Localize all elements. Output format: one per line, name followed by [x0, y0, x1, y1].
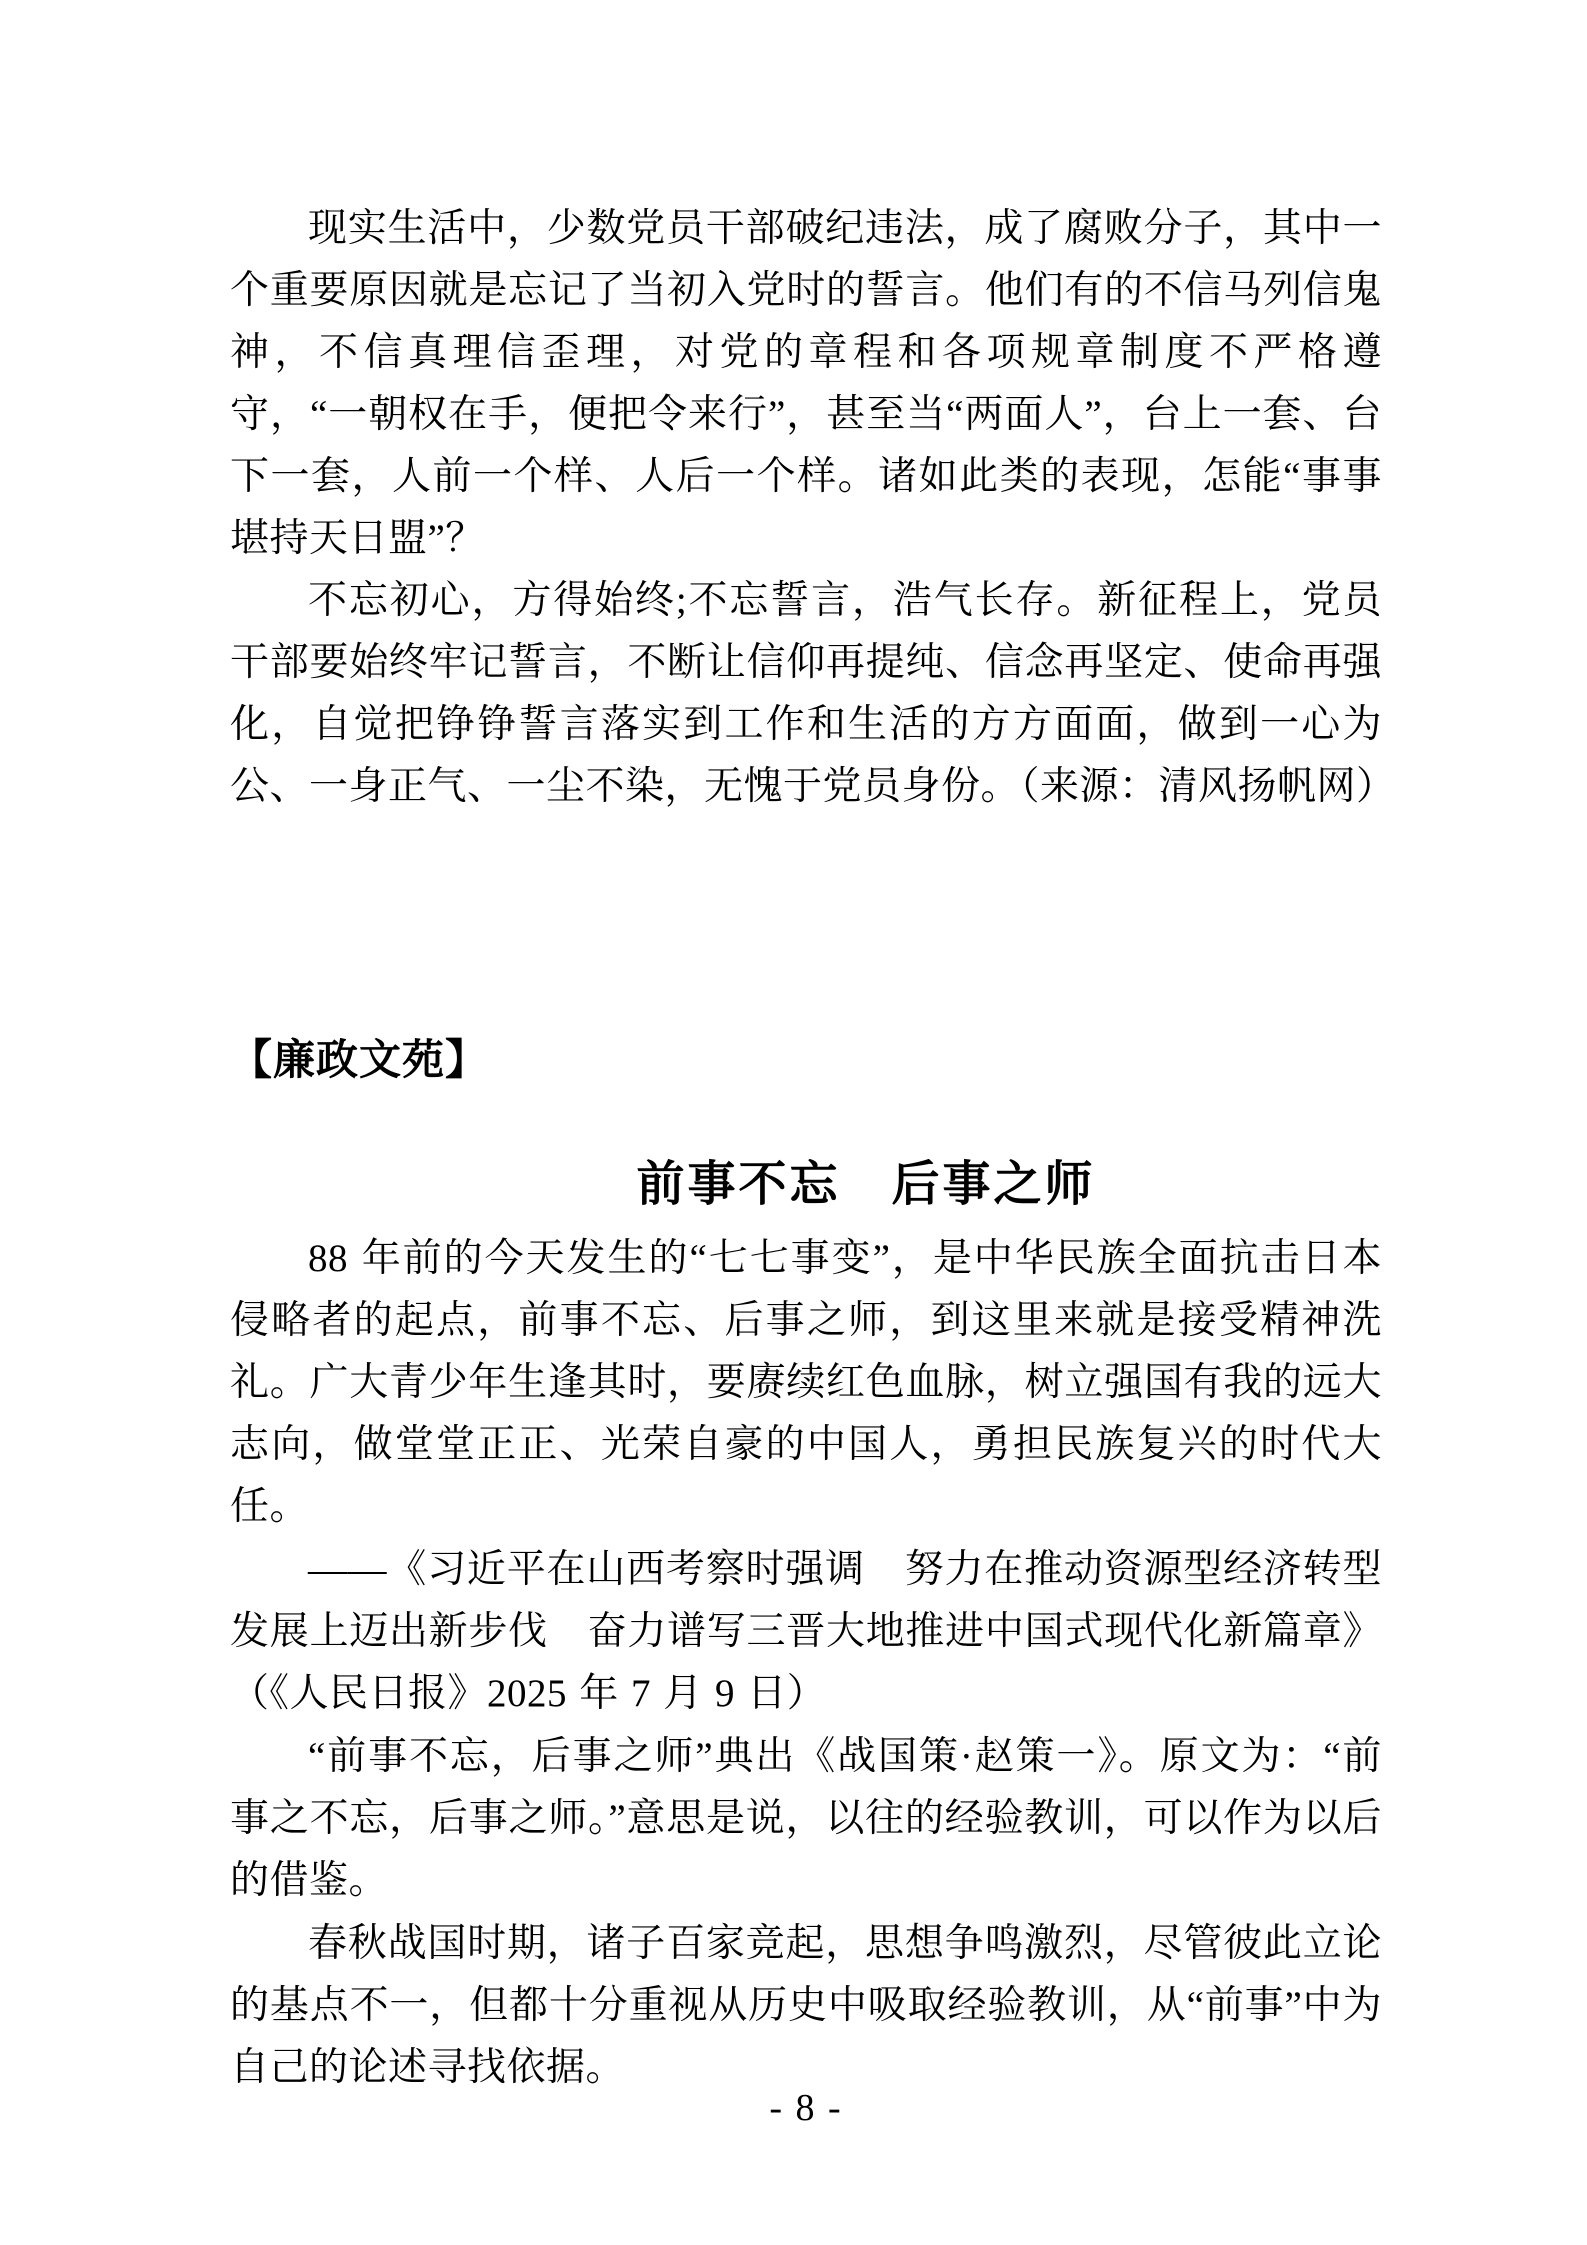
- section-header: 【廉政文苑】: [230, 1038, 489, 1084]
- page-content: [230, 198, 1396, 2099]
- body-paragraph: 现实生活中，少数党员干部破纪违法，成了腐败分子，其中一个重要原因就是忘记了当初入党时的誓言。他们有的不信马列信鬼神，不信真理信歪理，对党的章程和各项规章制度不严格遵守，“一朝权在手，便把令来行”，甚至当“两面人”，台上一套、台下一套，人前一个样、人后一个样。诸如此类的表现，怎能“事事堪持天日盟”？: [230, 207, 1382, 560]
- page-number: - 8 -: [769, 2087, 843, 2129]
- article-paragraph: ——《习近平在山西考察时强调 努力在推动资源型经济转型发展上迈出新步伐 奋力谱写三晋大地推进中国式现代化新篇章》（《人民日报》2025 年 7 月 9 日）: [230, 1548, 1382, 1715]
- article-paragraph: “前事不忘，后事之师”典出《战国策·赵策一》。原文为：“前事之不忘，后事之师。”意思是说，以往的经验教训，可以作为以后的借鉴。: [230, 1735, 1382, 1902]
- article-title: [230, 1149, 1382, 1221]
- article-paragraph: 88 年前的今天发生的“七七事变”，是中华民族全面抗击日本侵略者的起点，前事不忘、后事之师，到这里来就是接受精神洗礼。广大青少年生逢其时，要赓续红色血脉，树立强国有我的远大志向，做堂堂正正、光荣自豪的中国人，勇担民族复兴的时代大任。: [230, 1237, 1382, 1528]
- article-title-text: 前事不忘 后事之师: [636, 1158, 1096, 1211]
- article-paragraph: 春秋战国时期，诸子百家竞起，思想争鸣激烈，尽管彼此立论的基点不一，但都十分重视从历史中吸取经验教训，从“前事”中为自己的论述寻找依据。: [230, 1922, 1382, 2089]
- body-paragraph: 不忘初心，方得始终;不忘誓言，浩气长存。新征程上，党员干部要始终牢记誓言，不断让信仰再提纯、信念再坚定、使命再强化，自觉把铮铮誓言落实到工作和生活的方方面面，做到一心为公、一身正气、一尘不染，无愧于党员身份。（来源：清风扬帆网）: [230, 579, 1396, 808]
